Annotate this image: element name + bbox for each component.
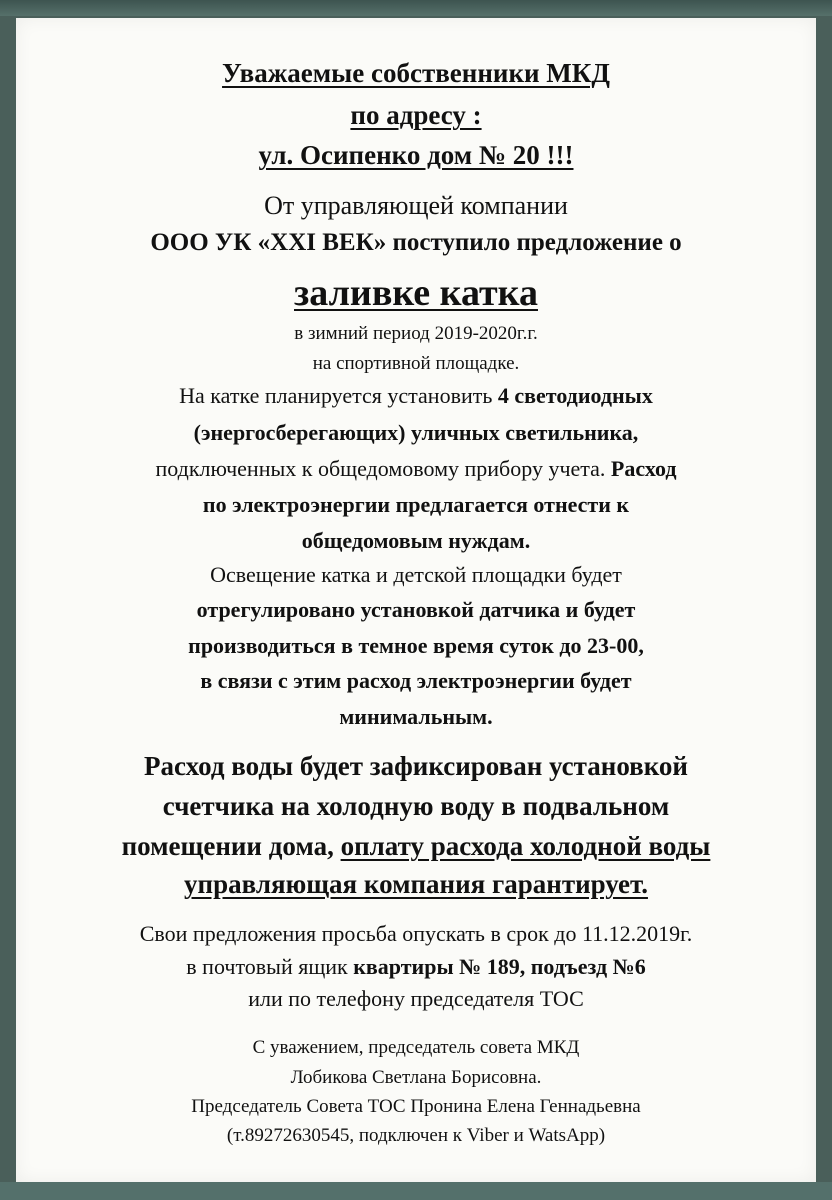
proposals-line-1: Свои предложения просьба опускать в срок до 11.12.2019г. <box>139 921 693 946</box>
lighting-line-5: общедомовым нуждам. <box>301 528 531 553</box>
lighting-line-9: в связи с этим расход электроэнергии будет <box>200 668 632 693</box>
heading-street: ул. Осипенко дом № 20 !!! <box>258 140 574 170</box>
water-line-2: счетчика на холодную воду в подвальном <box>162 791 670 821</box>
proposals-line-2: в почтовый ящик квартиры № 189, подъезд №6 <box>186 954 646 979</box>
heading-address-label: по адресу : <box>350 100 482 130</box>
lighting-line-1: На катке планируется установить 4 светодиодных <box>179 383 653 408</box>
intro-period: в зимний период 2019-2020г.г. <box>294 323 538 344</box>
signature-line-2: Лобикова Светлана Борисовна. <box>290 1067 542 1088</box>
intro-from-company: От управляющей компании <box>264 191 568 220</box>
water-line-1: Расход воды будет зафиксирован установкой <box>144 751 688 781</box>
water-line-3: помещении дома, оплату расхода холодной воды <box>121 831 711 861</box>
lighting-line-8: производиться в темное время суток до 23-00, <box>188 633 644 658</box>
intro-company-offer: ООО УК «XXI ВЕК» поступило предложение о <box>150 229 682 256</box>
photo-background-top <box>0 0 832 16</box>
notice-paper <box>16 18 816 1182</box>
lighting-line-10: минимальным. <box>339 704 493 729</box>
lighting-line-3: подключенных к общедомовому прибору учета. Расход <box>155 456 677 481</box>
lighting-line-6: Освещение катка и детской площадки будет <box>210 562 622 587</box>
signature-line-4: (т.89272630545, подключен к Viber и WatsApp) <box>226 1125 606 1146</box>
headline-rink: заливке катка <box>294 272 538 314</box>
lighting-line-4: по электроэнергии предлагается отнести к <box>202 492 630 517</box>
lighting-line-7: отрегулировано установкой датчика и будет <box>196 597 636 622</box>
heading-owners: Уважаемые собственники МКД <box>222 58 610 88</box>
intro-place: на спортивной площадке. <box>312 353 520 374</box>
signature-line-3: Председатель Совета ТОС Пронина Елена Геннадьевна <box>191 1096 641 1117</box>
proposals-line-3: или по телефону председателя ТОС <box>248 986 584 1011</box>
water-line-4: управляющая компания гарантирует. <box>184 869 648 899</box>
lighting-line-2: (энергосберегающих) уличных светильника, <box>193 420 639 445</box>
signature-line-1: С уважением, председатель совета МКД <box>252 1037 580 1058</box>
photo-background-bottom <box>0 1182 832 1200</box>
